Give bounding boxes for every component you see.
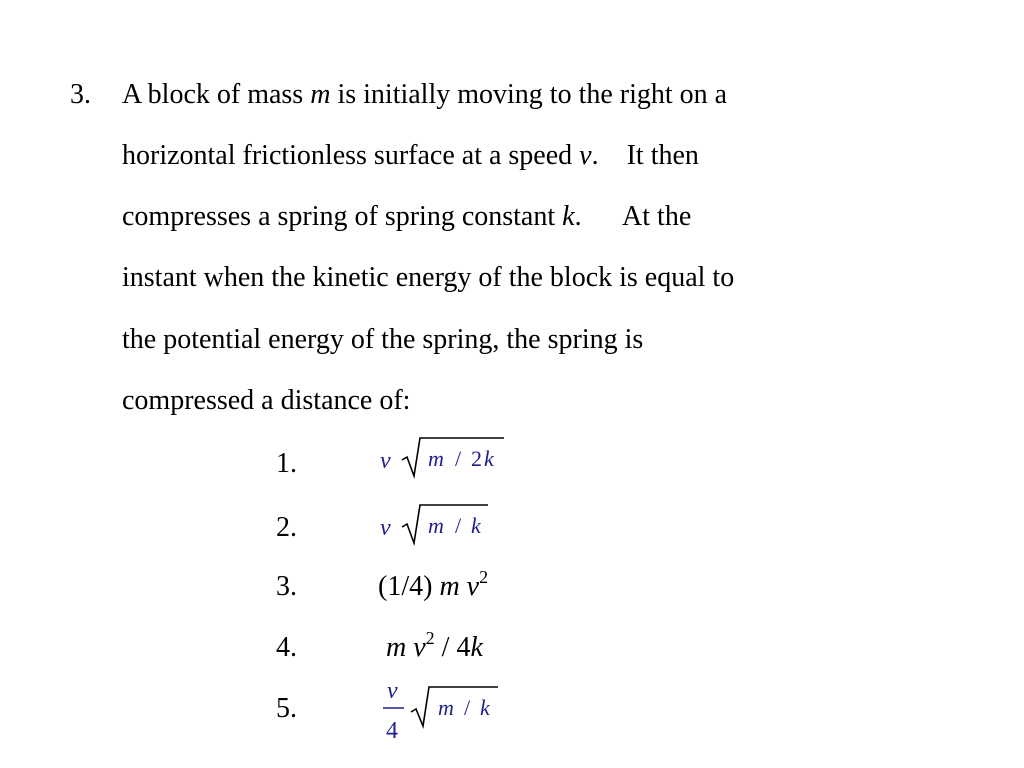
question-line-1: A block of mass m is initially moving to the right on a: [122, 79, 728, 110]
option-1-two: 2: [471, 446, 482, 471]
option-2-v: v: [380, 515, 391, 541]
mass-symbol: m: [310, 79, 331, 110]
option-5-label: 5.: [276, 693, 297, 724]
option-4-expression: m $v^2 / 4k$: [386, 628, 483, 663]
option-5-denominator: 4: [386, 718, 398, 744]
question-number: 3.: [70, 79, 91, 110]
question-line-5: the potential energy of the spring, the spring is: [122, 324, 644, 355]
option-1-m: m: [428, 446, 444, 471]
option-5-numerator: v: [387, 678, 398, 704]
spring-constant-symbol: k: [562, 201, 575, 232]
speed-symbol: v: [579, 140, 592, 171]
option-5-expression: [380, 676, 504, 746]
option-5-m: m: [438, 695, 454, 720]
option-1-expression: [376, 436, 508, 480]
option-4-label: 4.: [276, 632, 297, 663]
option-1-v: v: [380, 448, 391, 474]
question-line-2: horizontal frictionless surface at a speed v. It then: [122, 140, 699, 171]
option-2-slash: /: [455, 513, 462, 538]
question-line-4: instant when the kinetic energy of the block is equal to: [122, 262, 735, 293]
option-3-label: 3.: [276, 571, 297, 602]
option-1-k: k: [484, 446, 494, 471]
option-1-label: 1.: [276, 448, 297, 479]
option-5-k: k: [480, 695, 490, 720]
option-1-slash: /: [455, 446, 462, 471]
option-2-m: m: [428, 513, 444, 538]
option-2-k: k: [471, 513, 481, 538]
option-5-slash: /: [464, 695, 471, 720]
option-3-expression: (1/4) m $v^2$: [378, 567, 489, 602]
option-2-label: 2.: [276, 512, 297, 543]
option-2-expression: [376, 503, 496, 547]
question-line-3: compresses a spring of spring constant k. At the: [122, 201, 692, 232]
question-line-6: compressed a distance of:: [122, 385, 411, 416]
